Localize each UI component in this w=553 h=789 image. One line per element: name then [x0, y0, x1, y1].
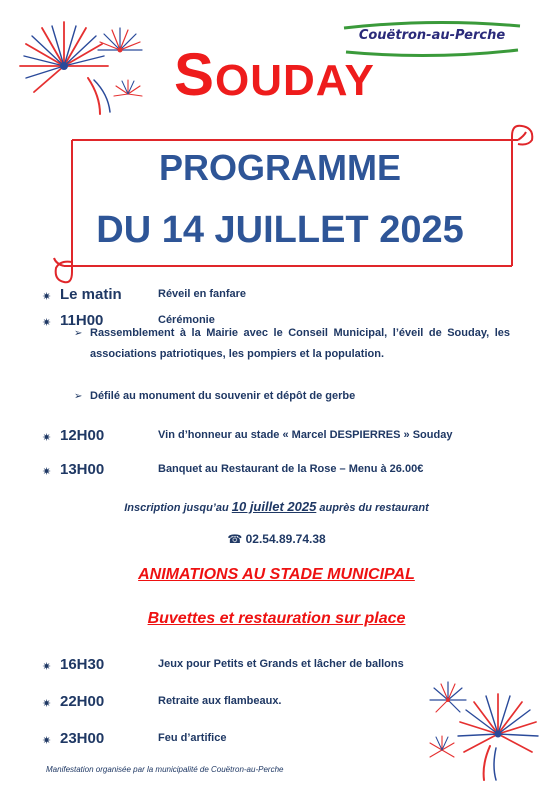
- program-title: PROGRAMME: [159, 147, 401, 188]
- schedule-time: 12H00: [60, 427, 105, 444]
- star-bullet-icon: ✷: [42, 466, 52, 478]
- star-bullet-icon: ✷: [42, 317, 52, 329]
- schedule-time: 11H00: [60, 312, 104, 329]
- schedule-desc: Cérémonie: [158, 314, 215, 326]
- buvettes-heading: Buvettes et restauration sur place: [147, 610, 406, 627]
- star-bullet-icon: ✷: [42, 291, 52, 303]
- arrow-bullet-icon: ➢: [74, 391, 83, 402]
- town-title-initial: S: [174, 41, 216, 108]
- ceremony-detail-text: Défilé au monument du souvenir et dépôt de gerbe: [90, 390, 356, 402]
- logo-text: Couëtron-au-Perche: [358, 28, 506, 43]
- schedule-time: Le matin: [60, 286, 122, 303]
- schedule-desc: Feu d’artifice: [158, 732, 227, 744]
- schedule-desc: Retraite aux flambeaux.: [158, 695, 282, 707]
- inscription-after: auprès du restaurant: [316, 502, 429, 514]
- fireworks-bottom-right-icon: [420, 676, 545, 781]
- inscription-before: Inscription jusqu’au: [124, 502, 232, 514]
- footer-note: Manifestation organisée par la municipalité de Couëtron-au-Perche: [46, 765, 284, 774]
- inscription-date: 10 juillet 2025: [231, 499, 317, 514]
- star-bullet-icon: ✷: [42, 661, 52, 673]
- star-bullet-icon: ✷: [42, 735, 52, 747]
- town-title: [174, 40, 375, 109]
- schedule-desc: Jeux pour Petits et Grands et lâcher de ballons: [158, 658, 404, 670]
- ceremony-detail-2: [74, 386, 510, 407]
- schedule-desc: Banquet au Restaurant de la Rose – Menu à 26.00€: [158, 463, 424, 475]
- schedule-time: 16H30: [60, 656, 105, 673]
- schedule-desc: Vin d’honneur au stade « Marcel DESPIERRES » Souday: [158, 429, 453, 441]
- phone-number: 02.54.89.74.38: [245, 532, 326, 546]
- ceremony-detail-text: Rassemblement à la Mairie avec le Conseil Municipal, l’éveil de Souday, les associations patriotiques, les pompiers et la population.: [90, 327, 510, 360]
- ceremony-detail-1: [74, 323, 510, 365]
- star-bullet-icon: ✷: [42, 432, 52, 444]
- telephone-icon: ☎: [227, 532, 243, 546]
- town-title-rest: OUDAY: [215, 56, 375, 105]
- program-date: DU 14 JUILLET 2025: [96, 209, 464, 251]
- schedule-time: 23H00: [60, 730, 105, 747]
- star-bullet-icon: ✷: [42, 698, 52, 710]
- inscription-line: [0, 499, 553, 514]
- arrow-bullet-icon: ➢: [74, 328, 83, 339]
- animations-heading: ANIMATIONS AU STADE MUNICIPAL: [138, 566, 415, 583]
- schedule-time: 13H00: [60, 461, 105, 478]
- schedule-desc: Réveil en fanfare: [158, 288, 247, 300]
- phone-line: [0, 532, 553, 546]
- schedule-time: 22H00: [60, 693, 105, 710]
- fireworks-top-left-icon: [8, 8, 158, 118]
